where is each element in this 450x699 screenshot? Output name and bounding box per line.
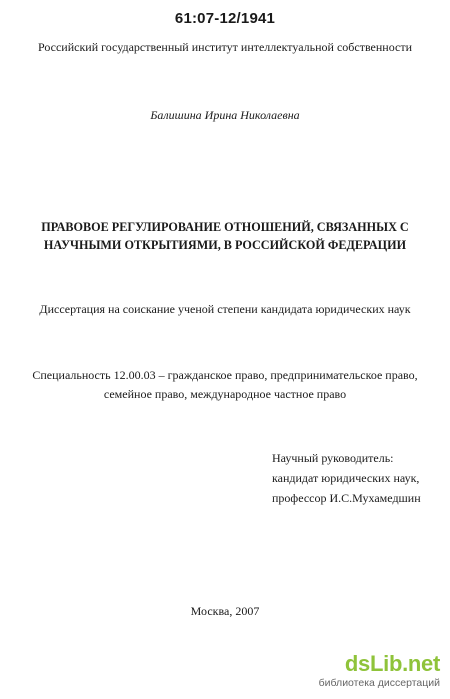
author-name: Балишина Ирина Николаевна (150, 108, 300, 122)
title-line-2: НАУЧНЫМИ ОТКРЫТИЯМИ, В РОССИЙСКОЙ ФЕДЕРАЦИИ (43, 238, 407, 252)
specialty-block (0, 366, 450, 404)
specialty-line-1: Специальность 12.00.03 – гражданское право, предпринимательское право, (32, 368, 418, 382)
dslib-watermark[interactable] (310, 652, 440, 689)
title-line-1: ПРАВОВОЕ РЕГУЛИРОВАНИЕ ОТНОШЕНИЙ, СВЯЗАННЫХ С (41, 220, 409, 234)
specialty-line-2: семейное право, международное частное право (103, 387, 347, 401)
watermark-logo: dsLib.net (344, 651, 440, 676)
dissertation-title (0, 218, 450, 254)
advisor-block (272, 448, 421, 508)
document-code: 61:07-12/1941 (174, 10, 276, 27)
advisor-line-3: профессор И.С.Мухамедшин (272, 491, 421, 505)
advisor-line-2: кандидат юридических наук, (272, 471, 420, 485)
advisor-line-1: Научный руководитель: (272, 451, 394, 465)
watermark-text: библиотека диссертаций (318, 677, 440, 689)
degree-subtitle: Диссертация на соискание ученой степени кандидата юридических наук (39, 302, 411, 316)
institute-name: Российский государственный институт интеллектуальной собственности (37, 40, 413, 54)
city-year: Москва, 2007 (190, 604, 260, 618)
